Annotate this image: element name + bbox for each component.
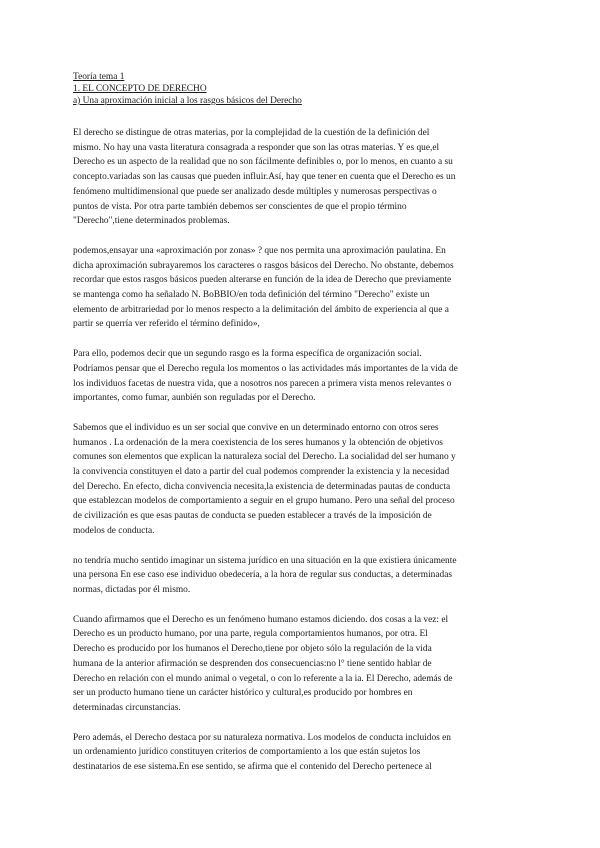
text-line: elemento de arbitrariedad por lo menos respecto a la delimitación del ámbito de experiencia al que a [73,304,449,315]
paragraph-3 [73,347,524,406]
text-line: la convivencia constituyen el dato a partir del cual podemos comprender la existencia y la necesidad [73,467,450,478]
chapter-heading: 1. EL CONCEPTO DE DERECHO [73,84,207,94]
text-line: destinatarios de ese sistema.En ese sentido, se afirma que el contenido del Derecho pertenece al [73,762,432,773]
text-line: un ordenamiento jurídico constituyen criterios de comportamiento a los que están sujetos los [73,747,421,758]
text-line: "Derecho",tiene determinados problemas. [73,216,230,227]
text-line: recordar que estos rasgos básicos pueden alterarse en función de la idea de Derecho que previamente [73,275,452,286]
text-line: normas, dictadas por él mismo. [73,584,191,595]
text-line: Podríamos pensar que el Derecho regula los momentos o las actividades más importantes de la vida de [73,363,458,374]
paragraph-1 [73,126,524,229]
text-line: de civilización es que esas pautas de conducta se pueden establecer a través de la imposición de [73,511,432,522]
text-line: podemos,ensayar una «aproximación por zonas» ? que nos permita una aproximación paulatina. En [73,245,446,256]
section-heading: a) Una aproximación inicial a los rasgos básicos del Derecho [73,96,302,106]
text-line: Para ello, podemos decir que un segundo rasgo es la forma específica de organización social. [73,349,422,360]
text-line: ser un producto humano tiene un carácter histórico y cultural,es producido por hombres en [73,688,413,699]
text-line: que establezcan modelos de comportamiento a seguir en el grupo humano. Pero una señal del proceso [73,496,455,507]
text-line: modelos de conducta. [73,525,155,536]
text-line: una persona En ese caso ese individuo obedecería, a la hora de regular sus conductas, a determinadas [73,570,453,581]
text-line: humana de la anterior afirmación se desprenden dos consecuencias:no l° tiene sentido hablar de [73,658,432,669]
text-line: puntos de vista. Por otra parte también debemos ser conscientes de que el propio término [73,201,407,212]
text-line: importantes, como fumar, aunbién son reguladas por el Derecho. [73,393,316,404]
text-line: concepto.variadas son las causas que pueden influir.Así, hay que tener en cuenta que el Derecho es un [73,172,456,183]
paragraph-5 [73,554,524,598]
text-line: Derecho es un aspecto de la realidad que no son fácilmente definibles o, por lo menos, en cuanto a su [73,157,453,168]
text-line: no tendría mucho sentido imaginar un sistema jurídico en una situación en la que existiera únicamente [73,555,457,566]
paragraph-6 [73,613,524,716]
text-line: Derecho es producido por los humanos el Derecho,tiene por objeto sólo la regulación de la vida [73,644,432,655]
text-line: Cuando afirmamos que el Derecho es un fenómeno humano estamos diciendo. dos cosas a la vez: el [73,614,449,625]
text-line: partir se querría ver referido el término definido», [73,319,260,330]
paragraph-7 [73,731,524,775]
text-line: dicha aproximación subrayaremos los caracteres o rasgos básicos del Derecho. No obstante, debemos [73,260,454,271]
paragraph-4 [73,421,524,539]
text-line: Sabemos que el individuo es un ser social que convive en un determinado entorno con otros seres [73,422,439,433]
text-line: determinadas circunstancias. [73,702,181,713]
document-body [73,126,524,775]
topic-heading: Teoría tema 1 [73,72,125,82]
text-line: Derecho en relación con el mundo animal o vegetal, o con lo referente a la ia. El Derecho, además de [73,673,453,684]
text-line: humanos . La ordenación de la mera coexistencia de los seres humanos y la obtención de objetivos [73,437,443,448]
text-line: Derecho es un producto humano, por una parte, regula comportamientos humanos, por otra. El [73,629,428,640]
text-line: del Derecho. En efecto, dicha convivencia necesita,la existencia de determinadas pautas de conducta [73,481,451,492]
text-line: se mantenga como ha señalado N. BoBBIO/en toda definición del término "Derecho" existe un [73,290,430,301]
text-line: los individuos facetas de nuestra vida, que a nosotros nos parecen a primera vista menos relevantes o [73,378,452,389]
text-line: Pero además, el Derecho destaca por su naturaleza normativa. Los modelos de conducta incluidos en [73,732,451,743]
text-line: El derecho se distingue de otras materias, por la complejidad de la cuestión de la definición del [73,128,430,138]
text-line: comunes son elementos que explican la naturaleza social del Derecho. La socialidad del ser humano y [73,452,456,463]
text-line: mismo. No hay una vasta literatura consagrada a responder que son las otras materias. Y es que,el [73,142,440,153]
text-line: fenómeno multidimensional que puede ser analizado desde múltiples y numerosas perspectivas o [73,186,437,197]
paragraph-2 [73,244,524,332]
